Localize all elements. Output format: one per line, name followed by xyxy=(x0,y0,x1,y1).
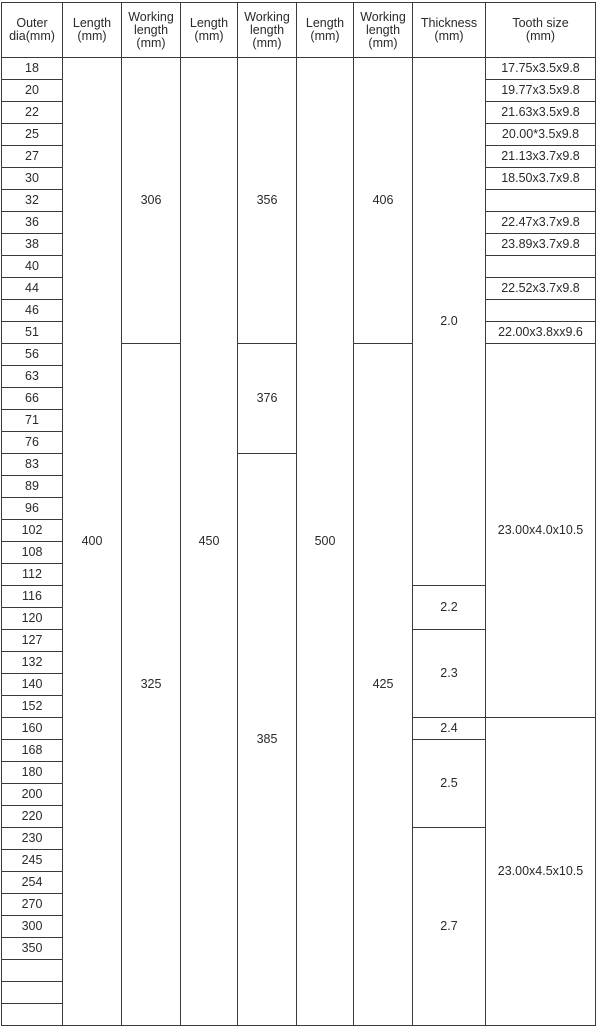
outer-dia-cell: 127 xyxy=(2,630,63,652)
outer-dia-cell: 36 xyxy=(2,212,63,234)
outer-dia-cell: 83 xyxy=(2,454,63,476)
tooth-size-cell: 23.00x4.0x10.5 xyxy=(486,344,596,718)
header-text: Outer xyxy=(16,16,48,30)
outer-dia-cell: 76 xyxy=(2,432,63,454)
outer-dia-cell: 116 xyxy=(2,586,63,608)
header-text: dia(mm) xyxy=(9,29,55,43)
outer-dia-cell xyxy=(2,982,63,1004)
tooth-size-cell: 19.77x3.5x9.8 xyxy=(486,80,596,102)
outer-dia-cell: 120 xyxy=(2,608,63,630)
outer-dia-cell: 18 xyxy=(2,58,63,80)
header-text: Length xyxy=(305,16,345,30)
header-text: (mm) xyxy=(194,29,224,43)
header-text: Working xyxy=(128,9,174,24)
outer-dia-cell: 152 xyxy=(2,696,63,718)
spec-table xyxy=(1,2,596,1026)
outer-dia-cell: 96 xyxy=(2,498,63,520)
working-length-400-cell: 325 xyxy=(122,344,181,1026)
header-text: (mm) xyxy=(368,35,398,50)
outer-dia-cell: 300 xyxy=(2,916,63,938)
header-outer-dia xyxy=(2,3,63,58)
outer-dia-cell: 25 xyxy=(2,124,63,146)
tooth-size-cell: 17.75x3.5x9.8 xyxy=(486,58,596,80)
header-text: Tooth size xyxy=(512,16,569,30)
working-length-450-cell: 385 xyxy=(238,454,297,1026)
header-text: (mm) xyxy=(310,29,340,43)
header-text: (mm) xyxy=(434,29,464,43)
working-length-450-cell: 376 xyxy=(238,344,297,454)
header-working-length-500 xyxy=(354,3,413,58)
outer-dia-cell: 89 xyxy=(2,476,63,498)
tooth-size-cell: 20.00*3.5x9.8 xyxy=(486,124,596,146)
header-thickness xyxy=(413,3,486,58)
outer-dia-cell: 102 xyxy=(2,520,63,542)
working-length-450-cell: 356 xyxy=(238,58,297,344)
tooth-size-cell xyxy=(486,190,596,212)
header-text: (mm) xyxy=(525,29,556,43)
outer-dia-cell: 112 xyxy=(2,564,63,586)
outer-dia-cell: 46 xyxy=(2,300,63,322)
header-working-length-400 xyxy=(122,3,181,58)
length-450-cell: 450 xyxy=(181,58,238,1026)
tooth-size-cell xyxy=(486,256,596,278)
thickness-cell: 2.2 xyxy=(413,586,486,630)
outer-dia-cell: 220 xyxy=(2,806,63,828)
header-text: Length xyxy=(189,16,229,30)
header-text: (mm) xyxy=(77,29,107,43)
outer-dia-cell: 30 xyxy=(2,168,63,190)
thickness-cell: 2.4 xyxy=(413,718,486,740)
outer-dia-cell xyxy=(2,1004,63,1026)
header-text: Working xyxy=(244,9,290,24)
header-text: Thickness xyxy=(420,16,478,30)
working-length-400-cell: 306 xyxy=(122,58,181,344)
header-text: length xyxy=(133,22,169,37)
header-working-length-450 xyxy=(238,3,297,58)
outer-dia-cell: 32 xyxy=(2,190,63,212)
outer-dia-cell: 51 xyxy=(2,322,63,344)
outer-dia-cell: 168 xyxy=(2,740,63,762)
working-length-500-cell: 425 xyxy=(354,344,413,1026)
outer-dia-cell: 44 xyxy=(2,278,63,300)
tooth-size-cell: 22.52x3.7x9.8 xyxy=(486,278,596,300)
header-length-400 xyxy=(63,3,122,58)
outer-dia-cell: 230 xyxy=(2,828,63,850)
tooth-size-cell: 23.89x3.7x9.8 xyxy=(486,234,596,256)
length-500-cell: 500 xyxy=(297,58,354,1026)
outer-dia-cell: 27 xyxy=(2,146,63,168)
outer-dia-cell: 22 xyxy=(2,102,63,124)
outer-dia-cell xyxy=(2,960,63,982)
outer-dia-cell: 66 xyxy=(2,388,63,410)
outer-dia-cell: 40 xyxy=(2,256,63,278)
tooth-size-cell: 21.63x3.5x9.8 xyxy=(486,102,596,124)
header-tooth-size xyxy=(486,3,596,58)
thickness-cell: 2.3 xyxy=(413,630,486,718)
outer-dia-cell: 140 xyxy=(2,674,63,696)
outer-dia-cell: 63 xyxy=(2,366,63,388)
outer-dia-cell: 108 xyxy=(2,542,63,564)
tooth-size-cell: 22.47x3.7x9.8 xyxy=(486,212,596,234)
outer-dia-cell: 160 xyxy=(2,718,63,740)
table-body xyxy=(2,58,596,1026)
header-text: length xyxy=(249,22,285,37)
outer-dia-cell: 270 xyxy=(2,894,63,916)
header-text: length xyxy=(365,22,401,37)
outer-dia-cell: 350 xyxy=(2,938,63,960)
thickness-cell: 2.5 xyxy=(413,740,486,828)
thickness-cell: 2.7 xyxy=(413,828,486,1026)
header-row xyxy=(2,3,596,58)
header-text: (mm) xyxy=(136,35,166,50)
outer-dia-cell: 254 xyxy=(2,872,63,894)
outer-dia-cell: 200 xyxy=(2,784,63,806)
length-400-cell: 400 xyxy=(63,58,122,1026)
outer-dia-cell: 132 xyxy=(2,652,63,674)
outer-dia-cell: 38 xyxy=(2,234,63,256)
header-text: Working xyxy=(360,9,406,24)
table-row xyxy=(2,58,596,80)
header-length-500 xyxy=(297,3,354,58)
header-text: Length xyxy=(72,16,112,30)
thickness-cell: 2.0 xyxy=(413,58,486,586)
outer-dia-cell: 20 xyxy=(2,80,63,102)
tooth-size-cell: 21.13x3.7x9.8 xyxy=(486,146,596,168)
outer-dia-cell: 180 xyxy=(2,762,63,784)
outer-dia-cell: 56 xyxy=(2,344,63,366)
tooth-size-cell: 18.50x3.7x9.8 xyxy=(486,168,596,190)
header-text: (mm) xyxy=(252,35,282,50)
working-length-500-cell: 406 xyxy=(354,58,413,344)
tooth-size-cell xyxy=(486,300,596,322)
tooth-size-cell: 23.00x4.5x10.5 xyxy=(486,718,596,1026)
outer-dia-cell: 245 xyxy=(2,850,63,872)
header-length-450 xyxy=(181,3,238,58)
tooth-size-cell: 22.00x3.8xx9.6 xyxy=(486,322,596,344)
outer-dia-cell: 71 xyxy=(2,410,63,432)
